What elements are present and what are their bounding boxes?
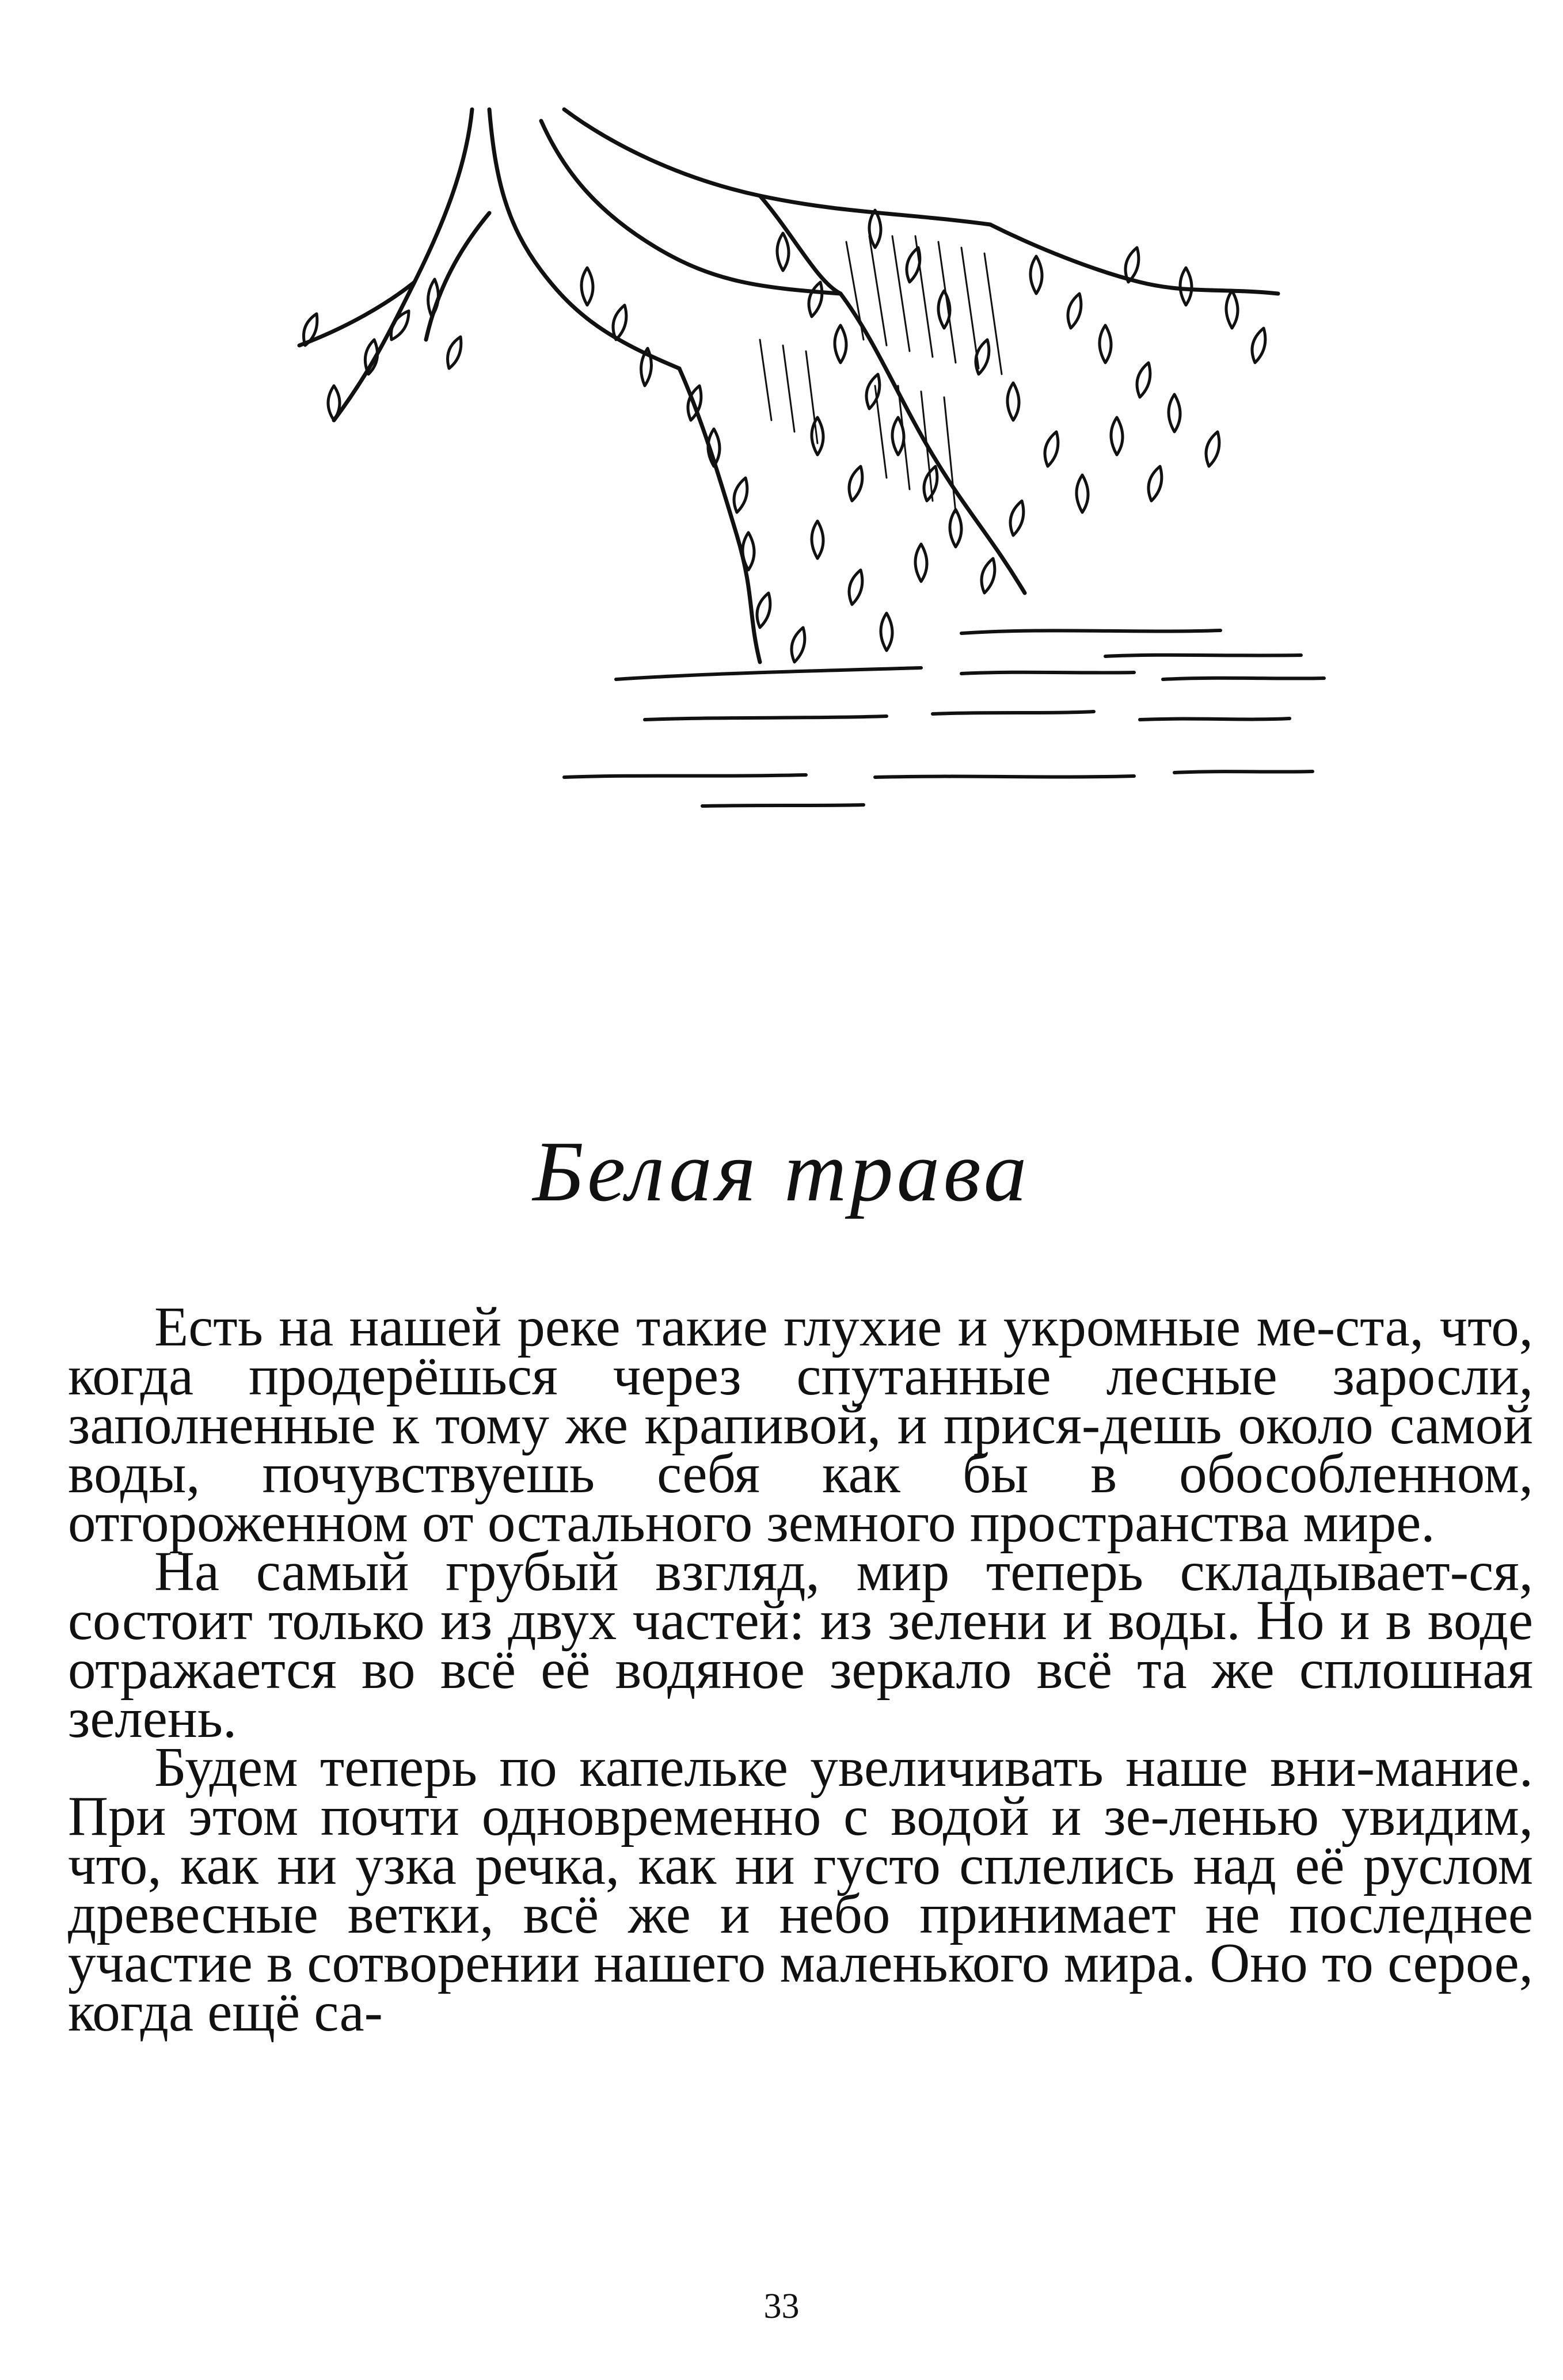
river-water-lines — [564, 630, 1324, 806]
chapter-title: Белая трава — [533, 1124, 1030, 1219]
body-text — [68, 1296, 1533, 2043]
page-number: 33 — [763, 2287, 800, 2326]
paragraph: Будем теперь по капельке увеличивать наше вни-мание. При этом почти одновременно с водой и зе-ленью увидим, что, как ни узка речка, как ни густо сплелись над её руслом древесные ветки, всё же и небо принимает не последнее участие в сотворении нашего маленького мира. Оно то серое, когда ещё са- — [68, 1736, 1533, 2043]
canopy-shading — [760, 236, 1002, 512]
paragraph: Есть на нашей реке такие глухие и укромные ме-ста, что, когда продерёшься через спутанные лесные заросли, заполненные к тому же крапивой, и прися-дешь около самой воды, почувствуешь себя как бы в обособленном, отгороженном от остального земного пространства мире. — [68, 1296, 1533, 1553]
willow-branch-illustration — [242, 98, 1336, 812]
paragraph: На самый грубый взгляд, мир теперь складывает-ся, состоит только из двух частей: из зелени и воды. Но и в воде отражается во всё её водяное зеркало всё та же сплошная зелень. — [68, 1541, 1533, 1749]
